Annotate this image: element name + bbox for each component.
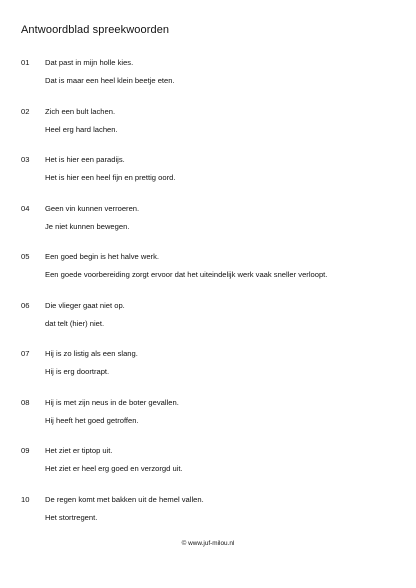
proverb-text: Dat past in mijn holle kies. — [45, 58, 134, 67]
proverb-text: Die vlieger gaat niet op. — [45, 300, 125, 310]
item-number: 02 — [21, 106, 30, 116]
item-number: 03 — [21, 155, 30, 164]
proverb-list — [0, 58, 416, 543]
footer-copyright: © www.juf-milou.nl — [181, 540, 235, 547]
list-item — [0, 204, 416, 253]
proverb-text: Hij is met zijn neus in de boter gevallen. — [45, 397, 179, 407]
item-number: 04 — [21, 203, 30, 213]
meaning-text: dat telt (hier) niet. — [45, 318, 105, 328]
proverb-text: Een goed begin is het halve werk. — [45, 252, 159, 261]
meaning-text: Hij is erg doortrapt. — [45, 367, 110, 376]
meaning-text: Het stortregent. — [45, 512, 98, 522]
item-number: 01 — [21, 58, 30, 67]
meaning-text: Dat is maar een heel klein beetje eten. — [45, 76, 175, 85]
list-item — [0, 349, 416, 398]
proverb-text: Het is hier een paradijs. — [45, 155, 125, 164]
proverb-text: Zich een bult lachen. — [45, 106, 116, 116]
list-item — [0, 252, 416, 301]
proverb-text: De regen komt met bakken uit de hemel vallen. — [45, 494, 204, 504]
proverb-text: Het ziet er tiptop uit. — [45, 446, 113, 455]
list-item — [0, 495, 416, 544]
meaning-text: Een goede voorbereiding zorgt ervoor dat het uiteindelijk werk vaak sneller verloopt. — [45, 270, 328, 279]
meaning-text: Je niet kunnen bewegen. — [45, 221, 130, 231]
meaning-text: Heel erg hard lachen. — [45, 124, 118, 134]
list-item — [0, 301, 416, 350]
list-item — [0, 155, 416, 204]
list-item — [0, 58, 416, 107]
list-item — [0, 107, 416, 156]
proverb-text: Geen vin kunnen verroeren. — [45, 203, 140, 213]
meaning-text: Hij heeft het goed getroffen. — [45, 415, 139, 425]
item-number: 06 — [21, 300, 30, 310]
proverb-text: Hij is zo listig als een slang. — [45, 349, 138, 358]
item-number: 08 — [21, 397, 30, 407]
list-item — [0, 398, 416, 447]
item-number: 09 — [21, 446, 30, 455]
item-number: 10 — [21, 494, 30, 504]
meaning-text: Het is hier een heel fijn en prettig oord. — [45, 173, 176, 182]
item-number: 07 — [21, 349, 30, 358]
meaning-text: Het ziet er heel erg goed en verzorgd uit. — [45, 464, 183, 473]
item-number: 05 — [21, 252, 30, 261]
list-item — [0, 446, 416, 495]
page-title: Antwoordblad spreekwoorden — [21, 24, 170, 36]
